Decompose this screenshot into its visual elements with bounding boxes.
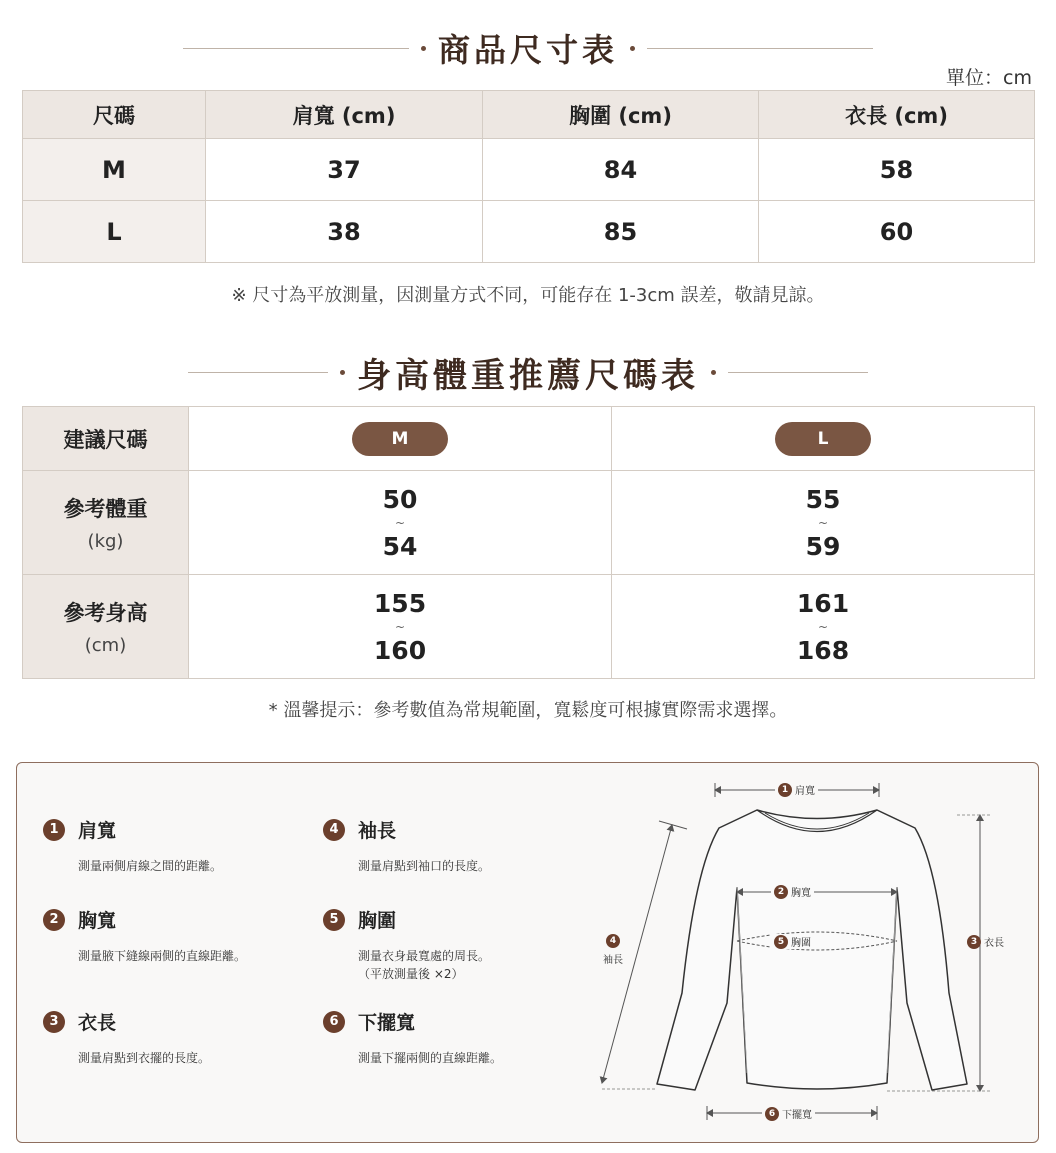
guide-item-desc: 測量腋下縫線兩側的直線距離。 <box>78 949 247 963</box>
size-table-title: 商品尺寸表 <box>437 31 618 69</box>
height-max: 168 <box>796 635 850 665</box>
guide-item-name: 肩寬 <box>78 820 117 842</box>
title-rule-left <box>183 48 409 49</box>
guide-item-chest-circ <box>323 906 490 983</box>
label-number: 3 <box>967 935 981 949</box>
height-range-l <box>612 575 1035 679</box>
recommend-table <box>22 406 1035 679</box>
guide-item-name: 袖長 <box>358 820 397 842</box>
label-text: 胸寬 <box>791 888 811 899</box>
range-tilde: ~ <box>817 619 829 634</box>
table-row <box>23 139 1035 201</box>
step-number-badge: 2 <box>43 909 65 931</box>
guide-item-desc <box>358 947 490 983</box>
size-cell <box>189 407 612 471</box>
weight-row <box>23 471 1035 575</box>
guide-item-desc: 測量下擺兩側的直線距離。 <box>358 1051 503 1065</box>
cell-chest: 84 <box>483 139 759 201</box>
header-shoulder: 肩寬 (cm) <box>206 91 483 139</box>
height-min: 155 <box>373 588 427 618</box>
diagram-label-chest-circ <box>771 934 814 949</box>
guide-item-name: 胸寬 <box>78 910 117 932</box>
cell-shoulder: 38 <box>206 201 483 263</box>
size-pill-m: M <box>352 422 448 456</box>
cell-shoulder: 37 <box>206 139 483 201</box>
guide-item-desc-line: （平放測量後 ×2） <box>358 967 464 981</box>
diagram-label-chest-width <box>771 884 814 899</box>
height-label-cell <box>23 575 189 679</box>
guide-item-hem <box>323 1008 502 1067</box>
unit-label: 單位：cm <box>946 67 1032 89</box>
step-number-badge: 3 <box>43 1011 65 1033</box>
title-rule-left <box>188 372 328 373</box>
size-table-title-bar <box>0 28 1056 68</box>
size-table-note: ※ 尺寸為平放測量，因測量方式不同，可能存在 1-3cm 誤差，敬請見諒。 <box>231 285 825 306</box>
label-number: 2 <box>774 885 788 899</box>
size-table <box>22 90 1035 263</box>
weight-label: 參考體重 <box>63 497 148 521</box>
diagram-label-length <box>967 934 1004 949</box>
size-cell <box>612 407 1035 471</box>
guide-item-chest-width <box>43 906 246 965</box>
diagram-label-shoulder <box>775 782 818 797</box>
title-dot-right <box>630 46 635 51</box>
label-number: 1 <box>778 783 792 797</box>
title-dot-left <box>340 370 345 375</box>
cell-chest: 85 <box>483 201 759 263</box>
title-dot-left <box>421 46 426 51</box>
row-size: M <box>23 139 206 201</box>
cell-length: 58 <box>759 139 1035 201</box>
label-number: 6 <box>765 1107 779 1121</box>
guide-item-name: 胸圍 <box>358 910 397 932</box>
height-min: 161 <box>796 588 850 618</box>
weight-range-l <box>612 471 1035 575</box>
height-label: 參考身高 <box>63 601 148 625</box>
size-pill-l: L <box>775 422 871 456</box>
recommend-title-bar <box>0 350 1056 394</box>
table-row <box>23 201 1035 263</box>
guide-item-desc: 測量兩側肩線之間的距離。 <box>78 859 223 873</box>
label-text: 衣長 <box>984 938 1004 949</box>
shirt-diagram <box>587 773 1027 1135</box>
recommend-table-note: * 溫馨提示：參考數值為常規範圍，寬鬆度可根據實際需求選擇。 <box>268 700 788 721</box>
height-unit: (cm) <box>84 635 127 656</box>
recommend-size-label: 建議尺碼 <box>23 407 189 471</box>
recommend-size-row <box>23 407 1035 471</box>
label-text: 袖長 <box>603 955 623 966</box>
title-rule-right <box>728 372 868 373</box>
guide-item-name: 衣長 <box>78 1012 117 1034</box>
weight-label-cell <box>23 471 189 575</box>
recommend-table-title: 身高體重推薦尺碼表 <box>357 355 699 396</box>
guide-item-length <box>43 1008 210 1067</box>
weight-max: 54 <box>382 531 418 561</box>
height-range-m <box>189 575 612 679</box>
diagram-label-hem <box>762 1106 815 1121</box>
label-number: 4 <box>606 934 620 948</box>
measurement-guide <box>16 762 1039 1143</box>
step-number-badge: 5 <box>323 909 345 931</box>
guide-item-desc-line: 測量衣身最寬處的周長。 <box>358 949 491 963</box>
sleeve-tick-top <box>659 821 687 829</box>
range-tilde: ~ <box>394 515 406 530</box>
size-table-header-row <box>23 91 1035 139</box>
label-text: 肩寬 <box>795 786 815 797</box>
weight-range-m <box>189 471 612 575</box>
guide-item-sleeve <box>323 816 490 875</box>
weight-min: 55 <box>805 484 841 514</box>
header-length: 衣長 (cm) <box>759 91 1035 139</box>
guide-item-shoulder <box>43 816 222 875</box>
guide-item-desc: 測量肩點到袖口的長度。 <box>358 859 491 873</box>
range-tilde: ~ <box>817 515 829 530</box>
title-rule-right <box>647 48 873 49</box>
weight-unit: (kg) <box>87 531 124 552</box>
weight-min: 50 <box>382 484 418 514</box>
label-text: 胸圍 <box>791 938 811 949</box>
height-max: 160 <box>373 635 427 665</box>
height-row <box>23 575 1035 679</box>
diagram-label-sleeve <box>603 934 623 966</box>
range-tilde: ~ <box>394 619 406 634</box>
header-chest: 胸圍 (cm) <box>483 91 759 139</box>
weight-max: 59 <box>805 531 841 561</box>
title-dot-right <box>711 370 716 375</box>
label-text: 下擺寬 <box>782 1110 812 1121</box>
row-size: L <box>23 201 206 263</box>
step-number-badge: 4 <box>323 819 345 841</box>
step-number-badge: 6 <box>323 1011 345 1033</box>
guide-item-name: 下擺寬 <box>358 1012 416 1034</box>
guide-item-desc: 測量肩點到衣擺的長度。 <box>78 1051 211 1065</box>
label-number: 5 <box>774 935 788 949</box>
step-number-badge: 1 <box>43 819 65 841</box>
cell-length: 60 <box>759 201 1035 263</box>
header-size: 尺碼 <box>23 91 206 139</box>
